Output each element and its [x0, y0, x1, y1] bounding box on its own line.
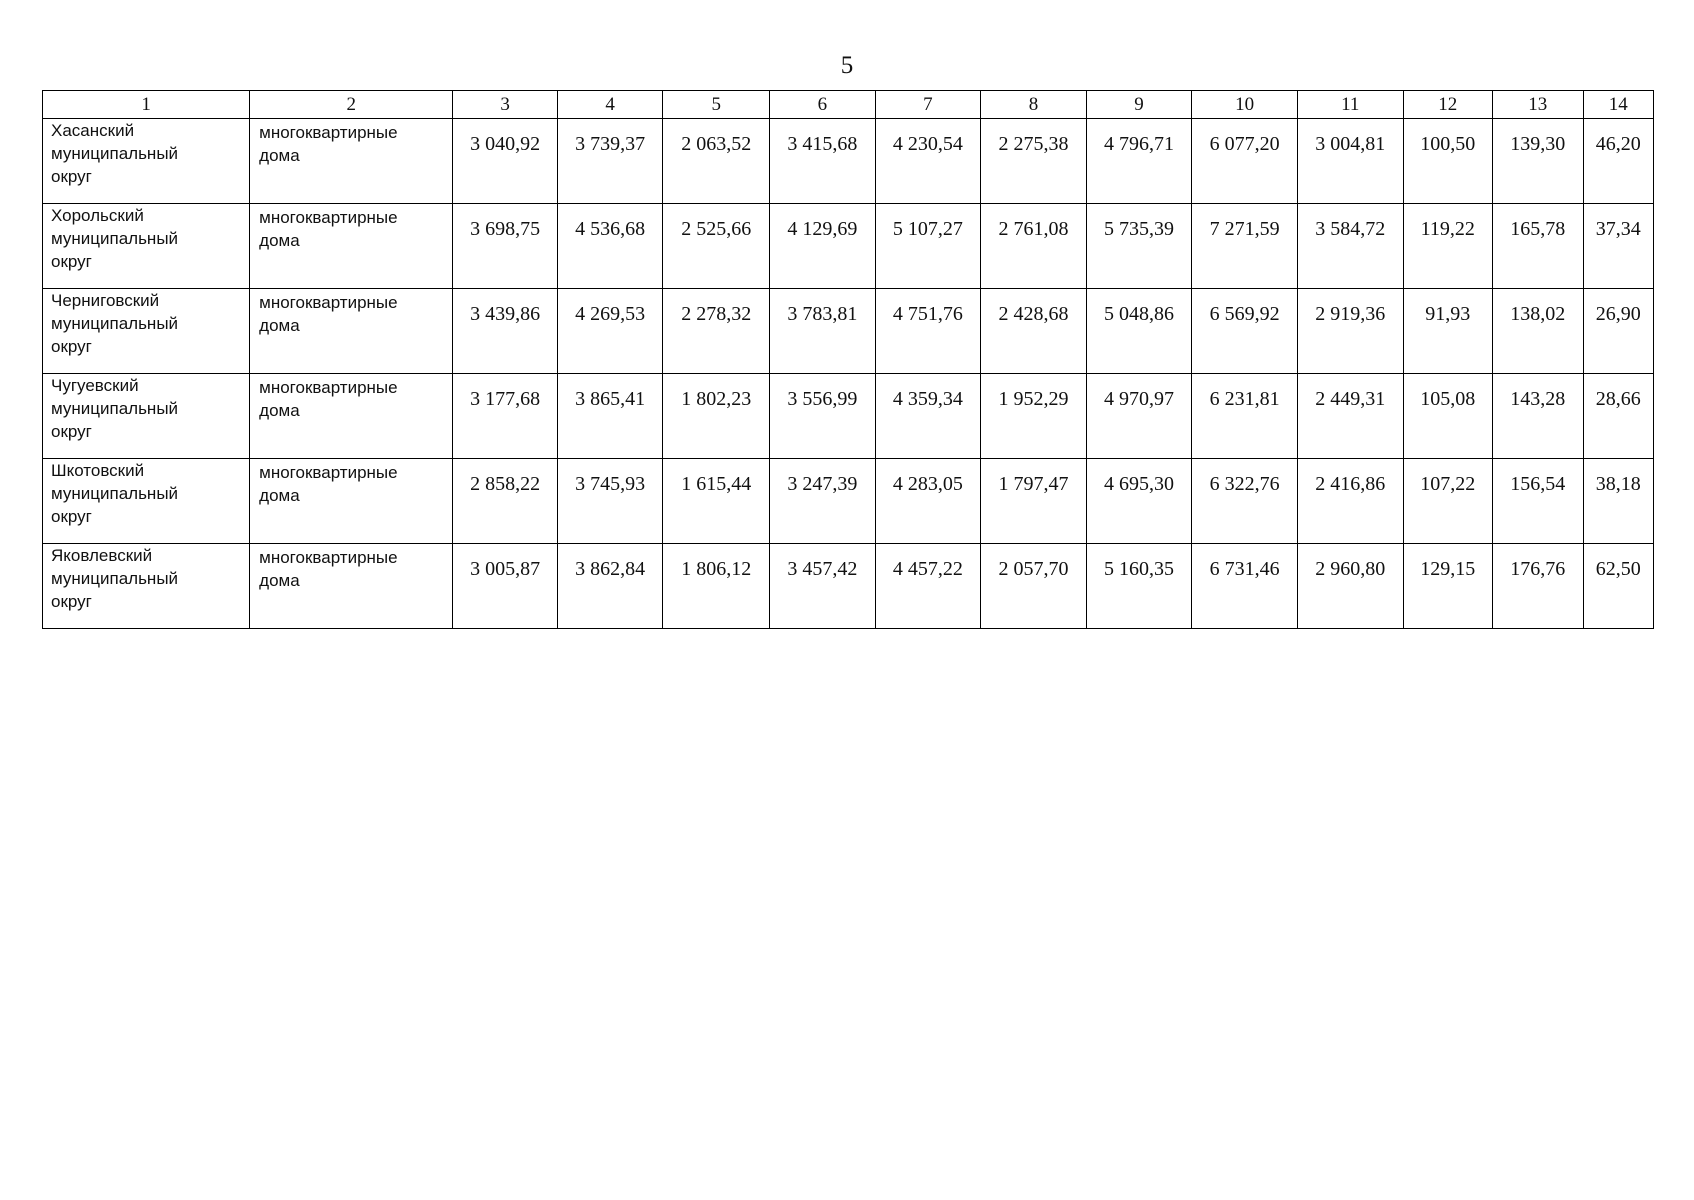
- value-cell-col-4: 3 862,84: [557, 544, 663, 629]
- value-cell-col-6: 3 783,81: [770, 289, 876, 374]
- value-cell-col-5: 2 278,32: [663, 289, 770, 374]
- value-cell-col-8: 2 275,38: [981, 119, 1087, 204]
- housing-type: многоквартирные дома: [250, 119, 453, 204]
- column-header-5: 5: [663, 91, 770, 119]
- value-cell-col-3: 3 698,75: [453, 204, 558, 289]
- value-cell-col-6: 3 415,68: [770, 119, 876, 204]
- value-cell-col-7: 5 107,27: [875, 204, 981, 289]
- value-cell-col-5: 1 802,23: [663, 374, 770, 459]
- page-number: 5: [840, 52, 854, 79]
- district-name: Яковлевский муниципальный округ: [43, 544, 250, 629]
- value-cell-col-14: 37,34: [1583, 204, 1654, 289]
- value-cell-col-12: 105,08: [1403, 374, 1493, 459]
- value-cell-col-6: 3 556,99: [770, 374, 876, 459]
- housing-type: многоквартирные дома: [250, 289, 453, 374]
- value-cell-col-9: 5 735,39: [1086, 204, 1192, 289]
- column-header-12: 12: [1403, 91, 1493, 119]
- value-cell-col-11: 2 449,31: [1297, 374, 1403, 459]
- table-row: [43, 289, 1654, 374]
- value-cell-col-9: 5 160,35: [1086, 544, 1192, 629]
- value-cell-col-4: 4 536,68: [557, 204, 663, 289]
- value-cell-col-12: 91,93: [1403, 289, 1493, 374]
- value-cell-col-5: 2 525,66: [663, 204, 770, 289]
- housing-type: многоквартирные дома: [250, 204, 453, 289]
- table-row: [43, 459, 1654, 544]
- value-cell-col-10: 6 231,81: [1192, 374, 1298, 459]
- value-cell-col-14: 38,18: [1583, 459, 1654, 544]
- housing-type: многоквартирные дома: [250, 459, 453, 544]
- column-header-11: 11: [1297, 91, 1403, 119]
- district-name: Хорольский муниципальный округ: [43, 204, 250, 289]
- value-cell-col-12: 107,22: [1403, 459, 1493, 544]
- column-number-row: [43, 91, 1654, 119]
- district-name: Чугуевский муниципальный округ: [43, 374, 250, 459]
- column-header-3: 3: [453, 91, 558, 119]
- value-cell-col-7: 4 457,22: [875, 544, 981, 629]
- value-cell-col-9: 4 796,71: [1086, 119, 1192, 204]
- column-header-6: 6: [770, 91, 876, 119]
- value-cell-col-12: 119,22: [1403, 204, 1493, 289]
- value-cell-col-3: 3 439,86: [453, 289, 558, 374]
- value-cell-col-14: 26,90: [1583, 289, 1654, 374]
- value-cell-col-10: 6 322,76: [1192, 459, 1298, 544]
- value-cell-col-8: 1 952,29: [981, 374, 1087, 459]
- value-cell-col-12: 129,15: [1403, 544, 1493, 629]
- value-cell-col-9: 4 695,30: [1086, 459, 1192, 544]
- value-cell-col-12: 100,50: [1403, 119, 1493, 204]
- value-cell-col-4: 3 865,41: [557, 374, 663, 459]
- value-cell-col-7: 4 283,05: [875, 459, 981, 544]
- table-row: [43, 204, 1654, 289]
- value-cell-col-7: 4 359,34: [875, 374, 981, 459]
- table-header: [43, 91, 1654, 119]
- value-cell-col-8: 2 057,70: [981, 544, 1087, 629]
- column-header-13: 13: [1493, 91, 1584, 119]
- value-cell-col-11: 2 416,86: [1297, 459, 1403, 544]
- table-row: [43, 374, 1654, 459]
- value-cell-col-10: 6 569,92: [1192, 289, 1298, 374]
- value-cell-col-10: 6 077,20: [1192, 119, 1298, 204]
- value-cell-col-14: 46,20: [1583, 119, 1654, 204]
- column-header-9: 9: [1086, 91, 1192, 119]
- column-header-14: 14: [1583, 91, 1654, 119]
- housing-type: многоквартирные дома: [250, 544, 453, 629]
- value-cell-col-4: 3 739,37: [557, 119, 663, 204]
- column-header-8: 8: [981, 91, 1087, 119]
- value-cell-col-14: 62,50: [1583, 544, 1654, 629]
- value-cell-col-8: 1 797,47: [981, 459, 1087, 544]
- value-cell-col-11: 2 960,80: [1297, 544, 1403, 629]
- column-header-10: 10: [1192, 91, 1298, 119]
- value-cell-col-6: 3 457,42: [770, 544, 876, 629]
- value-cell-col-13: 143,28: [1493, 374, 1584, 459]
- value-cell-col-3: 3 177,68: [453, 374, 558, 459]
- value-cell-col-7: 4 230,54: [875, 119, 981, 204]
- table-row: [43, 119, 1654, 204]
- district-name: Шкотовский муниципальный округ: [43, 459, 250, 544]
- table-row: [43, 544, 1654, 629]
- column-header-7: 7: [875, 91, 981, 119]
- housing-type: многоквартирные дома: [250, 374, 453, 459]
- value-cell-col-11: 3 584,72: [1297, 204, 1403, 289]
- value-cell-col-10: 7 271,59: [1192, 204, 1298, 289]
- value-cell-col-9: 4 970,97: [1086, 374, 1192, 459]
- value-cell-col-5: 2 063,52: [663, 119, 770, 204]
- value-cell-col-4: 4 269,53: [557, 289, 663, 374]
- value-cell-col-9: 5 048,86: [1086, 289, 1192, 374]
- value-cell-col-6: 3 247,39: [770, 459, 876, 544]
- value-cell-col-6: 4 129,69: [770, 204, 876, 289]
- district-name: Хасанский муниципальный округ: [43, 119, 250, 204]
- value-cell-col-7: 4 751,76: [875, 289, 981, 374]
- value-cell-col-11: 3 004,81: [1297, 119, 1403, 204]
- value-cell-col-3: 3 040,92: [453, 119, 558, 204]
- district-name: Черниговский муниципальный округ: [43, 289, 250, 374]
- value-cell-col-8: 2 428,68: [981, 289, 1087, 374]
- tariff-table: [42, 90, 1654, 629]
- value-cell-col-13: 156,54: [1493, 459, 1584, 544]
- value-cell-col-5: 1 806,12: [663, 544, 770, 629]
- column-header-2: 2: [250, 91, 453, 119]
- value-cell-col-4: 3 745,93: [557, 459, 663, 544]
- value-cell-col-10: 6 731,46: [1192, 544, 1298, 629]
- value-cell-col-13: 165,78: [1493, 204, 1584, 289]
- value-cell-col-13: 138,02: [1493, 289, 1584, 374]
- value-cell-col-5: 1 615,44: [663, 459, 770, 544]
- value-cell-col-11: 2 919,36: [1297, 289, 1403, 374]
- value-cell-col-3: 2 858,22: [453, 459, 558, 544]
- column-header-1: 1: [43, 91, 250, 119]
- value-cell-col-13: 139,30: [1493, 119, 1584, 204]
- value-cell-col-13: 176,76: [1493, 544, 1584, 629]
- value-cell-col-8: 2 761,08: [981, 204, 1087, 289]
- column-header-4: 4: [557, 91, 663, 119]
- value-cell-col-3: 3 005,87: [453, 544, 558, 629]
- table-body: [43, 119, 1654, 629]
- value-cell-col-14: 28,66: [1583, 374, 1654, 459]
